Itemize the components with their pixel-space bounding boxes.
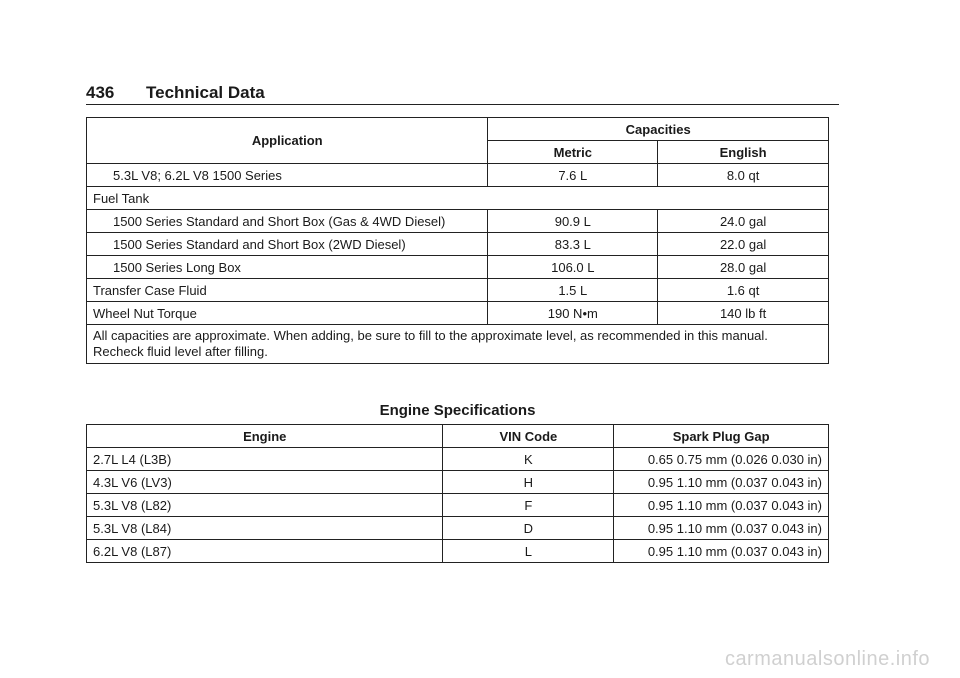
row-label: 1500 Series Long Box xyxy=(87,256,488,279)
row-group-label: Fuel Tank xyxy=(87,187,829,210)
engine-name: 6.2L V8 (L87) xyxy=(87,540,443,563)
capacities-header-row xyxy=(87,118,829,141)
table-row xyxy=(87,517,829,540)
table-row xyxy=(87,256,829,279)
engine-header-row xyxy=(87,425,829,448)
col-header-application: Application xyxy=(87,118,488,164)
page-header xyxy=(86,80,839,105)
page-number: 436 xyxy=(86,83,115,102)
english-value: 8.0 qt xyxy=(658,164,829,187)
english-value: 24.0 gal xyxy=(658,210,829,233)
col-header-engine: Engine xyxy=(87,425,443,448)
col-header-metric: Metric xyxy=(488,141,658,164)
english-value: 140 lb ft xyxy=(658,302,829,325)
engine-name: 4.3L V6 (LV3) xyxy=(87,471,443,494)
table-row xyxy=(87,494,829,517)
metric-value: 90.9 L xyxy=(488,210,658,233)
col-header-vin-code: VIN Code xyxy=(443,425,614,448)
spark-plug-gap: 0.95 1.10 mm (0.037 0.043 in) xyxy=(614,517,829,540)
spark-plug-gap: 0.95 1.10 mm (0.037 0.043 in) xyxy=(614,494,829,517)
table-row xyxy=(87,448,829,471)
watermark: carmanualsonline.info xyxy=(724,648,930,670)
engine-name: 5.3L V8 (L82) xyxy=(87,494,443,517)
vin-code: H xyxy=(443,471,614,494)
vin-code: F xyxy=(443,494,614,517)
row-label: 1500 Series Standard and Short Box (2WD Diesel) xyxy=(87,233,488,256)
table-row xyxy=(87,187,829,210)
capacities-note: All capacities are approximate. When adding, be sure to fill to the approximate level, as recommended in this manual. Recheck fluid level after filling. xyxy=(87,325,829,364)
table-row xyxy=(87,164,829,187)
spark-plug-gap: 0.95 1.10 mm (0.037 0.043 in) xyxy=(614,540,829,563)
table-row xyxy=(87,471,829,494)
table-row xyxy=(87,279,829,302)
engine-specifications-table xyxy=(86,424,829,563)
english-value: 22.0 gal xyxy=(658,233,829,256)
metric-value: 106.0 L xyxy=(488,256,658,279)
col-header-capacities: Capacities xyxy=(488,118,829,141)
vin-code: L xyxy=(443,540,614,563)
table-row xyxy=(87,210,829,233)
capacities-table xyxy=(86,117,829,364)
spark-plug-gap: 0.65 0.75 mm (0.026 0.030 in) xyxy=(614,448,829,471)
table-row xyxy=(87,540,829,563)
row-label: 1500 Series Standard and Short Box (Gas & 4WD Diesel) xyxy=(87,210,488,233)
metric-value: 7.6 L xyxy=(488,164,658,187)
row-label: Wheel Nut Torque xyxy=(87,302,488,325)
row-label: Transfer Case Fluid xyxy=(87,279,488,302)
page-title: Technical Data xyxy=(146,83,265,102)
metric-value: 190 N•m xyxy=(488,302,658,325)
row-label: 5.3L V8; 6.2L V8 1500 Series xyxy=(87,164,488,187)
english-value: 28.0 gal xyxy=(658,256,829,279)
spark-plug-gap: 0.95 1.10 mm (0.037 0.043 in) xyxy=(614,471,829,494)
vin-code: K xyxy=(443,448,614,471)
table-note-row xyxy=(87,325,829,364)
table-row xyxy=(87,233,829,256)
english-value: 1.6 qt xyxy=(658,279,829,302)
table-row xyxy=(87,302,829,325)
col-header-spark-plug-gap: Spark Plug Gap xyxy=(614,425,829,448)
metric-value: 83.3 L xyxy=(488,233,658,256)
vin-code: D xyxy=(443,517,614,540)
engine-name: 2.7L L4 (L3B) xyxy=(87,448,443,471)
section-heading-engine-specifications: Engine Specifications xyxy=(379,402,536,419)
metric-value: 1.5 L xyxy=(488,279,658,302)
col-header-english: English xyxy=(658,141,829,164)
engine-name: 5.3L V8 (L84) xyxy=(87,517,443,540)
